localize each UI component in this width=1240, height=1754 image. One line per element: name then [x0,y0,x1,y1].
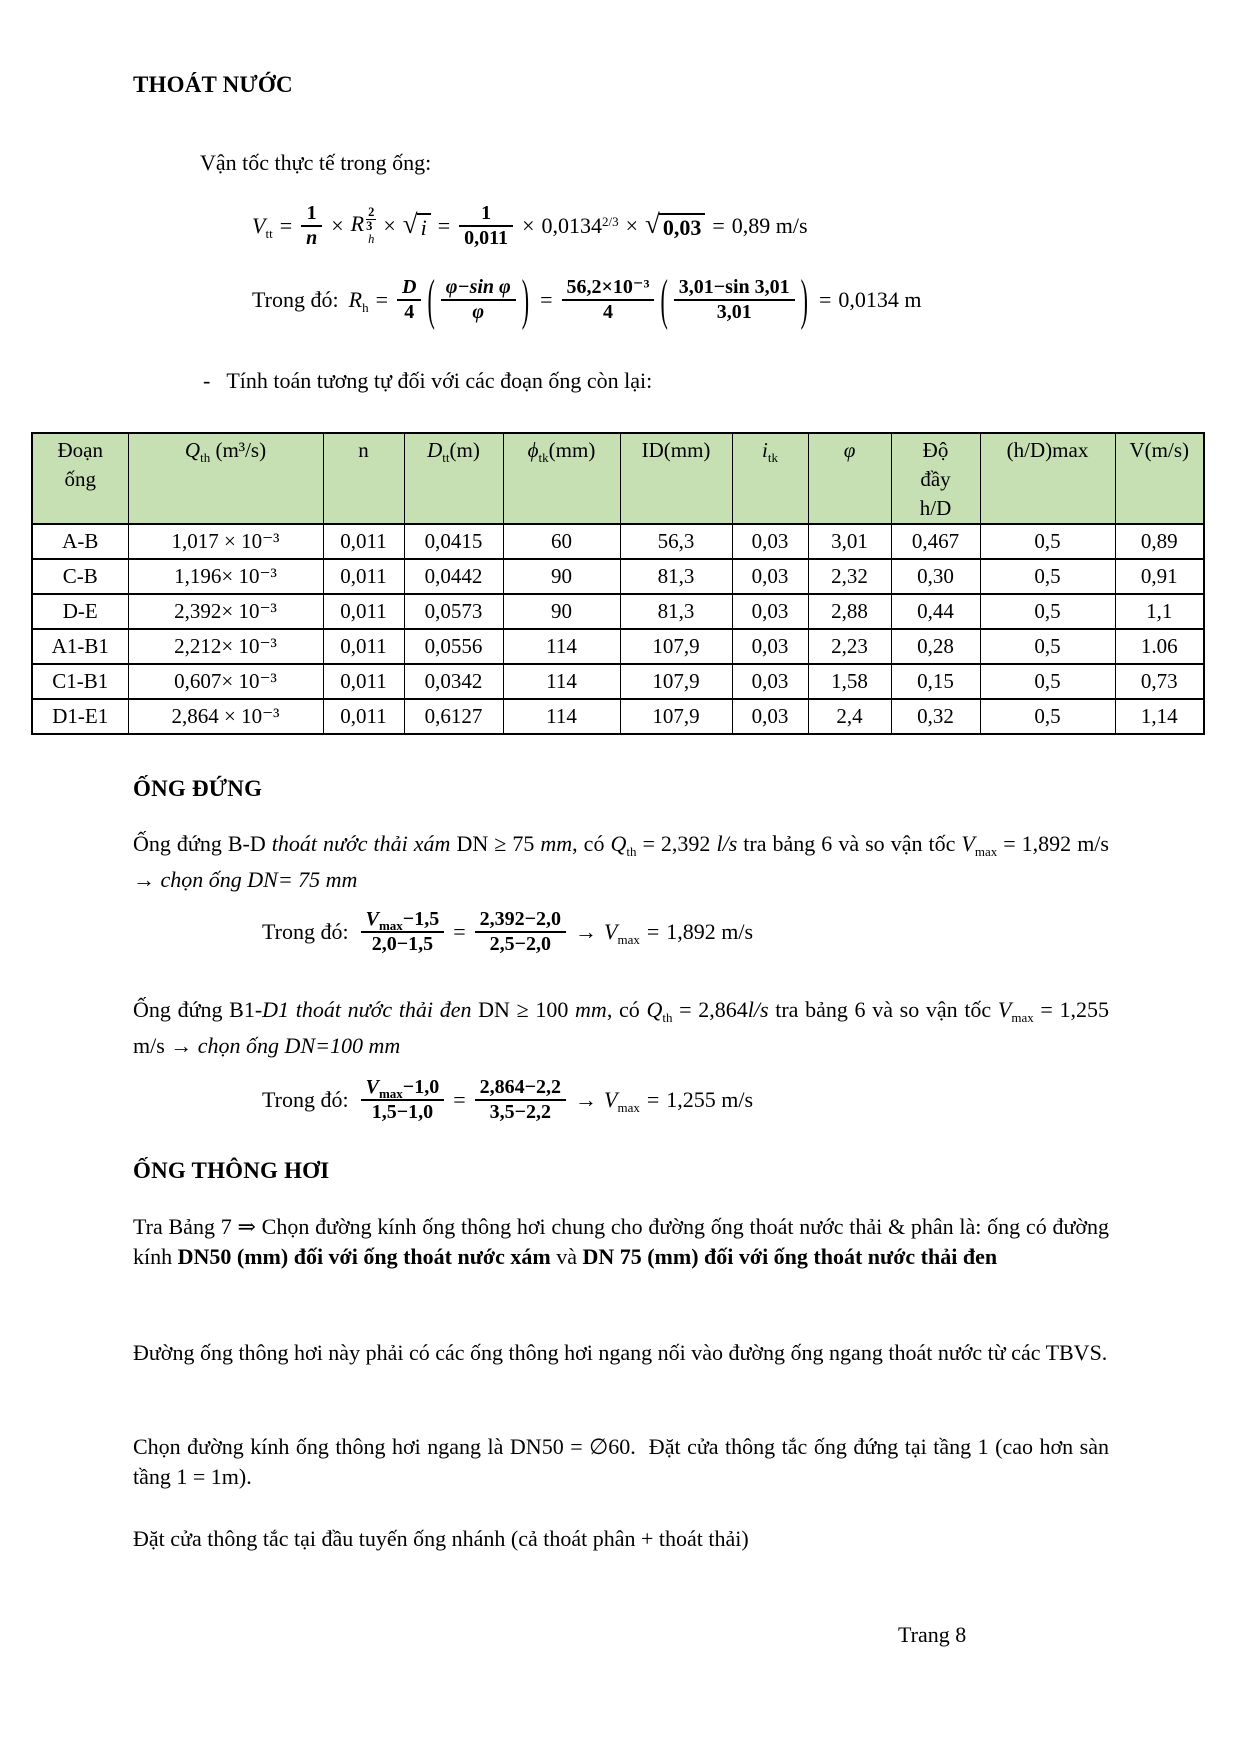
table-cell: 107,9 [620,664,732,699]
table-cell: 1,14 [1115,699,1204,734]
table-row [32,594,1204,629]
right-paren: ) [800,266,808,331]
table-cell: 90 [503,559,620,594]
table-cell: 0,28 [891,629,980,664]
fraction-vmax: $\frac{V_{max}-1,0}{1,5-1,0}$ [361,1076,445,1124]
table-cell: A1-B1 [32,629,128,664]
table-row [32,524,1204,559]
bullet-item: - Tính toán tương tự đối với các đoạn ống còn lại: [203,368,653,393]
bullet-dash: - [203,368,211,393]
table-header-row [32,433,1204,524]
table-cell: 81,3 [620,559,732,594]
left-paren: ( [660,266,668,331]
formula-velocity: $V_{tt}$ = $\frac{1}{n}$ × R 2 3 h × √ i = $\frac{1}{0,011}$ × $0,0134^{2/3}$ × √ 0,03 = 0,89 m/s [252,202,808,249]
formula-result: 0,0134 m [838,287,922,312]
column-header-n: n [323,433,404,524]
table-cell: 0,03 [732,699,808,734]
column-header-do-day: Độ đầy h/D [891,433,980,524]
formula-result: 1,892 m/s [666,919,754,944]
fraction-vmax: $\frac{V_{max}-1,5}{2,0-1,5}$ [361,908,445,956]
table-cell: 0,73 [1115,664,1204,699]
formula-result: 0,89 m/s [731,213,808,238]
table-cell: 0,03 [732,629,808,664]
table-cell: C-B [32,559,128,594]
table-cell: 107,9 [620,699,732,734]
column-header-phi: φ [808,433,891,524]
fraction-1-over-n: $\frac{1}{n}$ [301,202,322,250]
table-cell: 0,5 [980,594,1115,629]
table-cell: 0,03 [732,594,808,629]
table-cell: 0,03 [732,664,808,699]
sqrt-i: √ i [403,211,431,241]
table-cell: 0,011 [323,594,404,629]
var-vtt: $V_{tt}$ [252,213,273,241]
table-cell: 0,6127 [404,699,503,734]
var-vmax: $V_{max}$ [604,1087,640,1115]
table-cell: 0,5 [980,664,1115,699]
table-cell: 1,58 [808,664,891,699]
fraction-d-over-4: $\frac{D}{4}$ [397,276,421,324]
column-header-doan-ong: Đoạn ống [32,433,128,524]
table-cell: 60 [503,524,620,559]
table-cell: 2,212× 10⁻³ [128,629,323,664]
table-cell: 2,864 × 10⁻³ [128,699,323,734]
paragraph-riser-gray: Ống đứng B-D thoát nước thải xám DN ≥ 75 mm, có $Q_{th} = 2,392$ l/s tra bảng 6 và so vận tốc $V_{max} = 1,892$ m/s → chọn ống DN= 75 mm [133,831,1109,892]
page-title: THOÁT NƯỚC [133,72,293,97]
page-number: Trang 8 [898,1622,967,1647]
power-term: $0,0134^{2/3}$ [541,213,619,238]
formula-result: 1,255 m/s [666,1087,754,1112]
table-cell: 90 [503,594,620,629]
table-row [32,559,1204,594]
table-cell: D1-E1 [32,699,128,734]
fraction-values: $\frac{2,392-2,0}{2,5-2,0}$ [475,908,566,956]
table-cell: 1,196× 10⁻³ [128,559,323,594]
fraction-values: $\frac{2,864-2,2}{3,5-2,2}$ [475,1076,566,1124]
table-cell: 0,0415 [404,524,503,559]
table-cell: 0,44 [891,594,980,629]
table-cell: 0,607× 10⁻³ [128,664,323,699]
paragraph-vent-dn50: Chọn đường kính ống thông hơi ngang là DN50 = ∅60. Đặt cửa thông tắc ống đứng tại tầng 1 (cao hơn sàn tầng 1 = 1m). [133,1434,1109,1489]
table-cell: 0,03 [732,524,808,559]
table-cell: 0,011 [323,664,404,699]
table-cell: 0,011 [323,524,404,559]
table-cell: 0,5 [980,699,1115,734]
section-heading-ong-dung: ỐNG ĐỨNG [133,776,263,801]
var-rh: $R_h$ [348,287,369,315]
table-cell: 0,5 [980,559,1115,594]
table-cell: 1,017 × 10⁻³ [128,524,323,559]
column-header-id: ID(mm) [620,433,732,524]
column-header-phi-tk: $\phi_{tk}(mm)$ [503,433,620,524]
table-cell: 56,3 [620,524,732,559]
table-row [32,664,1204,699]
table-cell: 2,4 [808,699,891,734]
table-cell: 114 [503,629,620,664]
table-cell: 0,32 [891,699,980,734]
paragraph-vent-sizing: Tra Bảng 7 ⇒ Chọn đường kính ống thông hơi chung cho đường ống thoát nước thải & phân là: ống có đường kính DN50 (mm) đối với ống thoát nước xám và DN 75 (mm) đối với ống thoát nước thải đen [133,1214,1109,1269]
column-header-hd-max: (h/D)max [980,433,1115,524]
table-cell: D-E [32,594,128,629]
table-cell: 0,011 [323,699,404,734]
table-cell: 0,0442 [404,559,503,594]
column-header-itk: $i_{tk}$ [732,433,808,524]
table-cell: 1,1 [1115,594,1204,629]
table-cell: 0,0556 [404,629,503,664]
fraction-phi: $\frac{\text{φ−sin φ}}{\varphi}$ [441,276,516,324]
intro-lead: Vận tốc thực tế trong ống: [200,150,432,175]
table-cell: 2,32 [808,559,891,594]
table-cell: 81,3 [620,594,732,629]
table-cell: 107,9 [620,629,732,664]
table-cell: A-B [32,524,128,559]
table-cell: 0,0573 [404,594,503,629]
table-cell: 114 [503,664,620,699]
left-paren: ( [427,266,435,331]
formula-vmax-black: Trong đó: $\frac{V_{max}-1,0}{1,5-1,0}$ = $\frac{2,864-2,2}{3,5-2,2}$ → $V_{max}$ = 1,255 m/s [262,1076,754,1123]
fraction-562e-3: $\frac{\text{56,2×10⁻³}}{4}$ [562,276,655,324]
sqrt-003: √ 0,03 [645,211,705,241]
table-cell: 0,5 [980,629,1115,664]
fraction-1-over-0011: $\frac{1}{0,011}$ [459,202,513,250]
table-cell: 0,03 [732,559,808,594]
table-cell: 0,467 [891,524,980,559]
paragraph-vent-horizontal: Đường ống thông hơi này phải có các ống thông hơi ngang nối vào đường ống ngang thoát nước từ các TBVS. [133,1340,1108,1365]
table-row [32,629,1204,664]
table-cell: 114 [503,699,620,734]
right-paren: ) [521,266,530,331]
fraction-301: $\frac{3,01-\sin 3,01}{3,01}$ [674,276,795,324]
table-cell: 0,011 [323,559,404,594]
table-cell: 0,91 [1115,559,1204,594]
table-cell: C1-B1 [32,664,128,699]
column-header-qth: $Q_{th}$ (m³/s) [128,433,323,524]
column-header-dtt: $D_{tt}(m)$ [404,433,503,524]
table-cell: 0,89 [1115,524,1204,559]
formula-vmax-gray: Trong đó: $\frac{V_{max}-1,5}{2,0-1,5}$ = $\frac{2,392-2,0}{2,5-2,0}$ → $V_{max}$ = 1,892 m/s [262,908,754,955]
table-cell: 0,0342 [404,664,503,699]
drainage-table [31,432,1205,735]
var-rh-exponent: R 2 3 h [350,204,375,247]
table-cell: 3,01 [808,524,891,559]
table-cell: 0,15 [891,664,980,699]
table-cell: 2,23 [808,629,891,664]
table-cell: 1.06 [1115,629,1204,664]
table-cell: 0,5 [980,524,1115,559]
formula-hydraulic-radius: Trong đó: $R_h$ = $\frac{D}{4}$ ( $\frac{\text{φ−sin φ}}{\varphi}$ ) = $\frac{\text{56,2×10⁻³}}{4}$ ( $\frac{3,01-\sin 3,01}{3,01}$ ) = 0,0134 m [252,276,922,324]
table-cell: 0,011 [323,629,404,664]
table-row [32,699,1204,734]
column-header-v: V(m/s) [1115,433,1204,524]
table-cell: 2,392× 10⁻³ [128,594,323,629]
table-cell: 0,30 [891,559,980,594]
table-cell: 2,88 [808,594,891,629]
paragraph-cleanout: Đặt cửa thông tắc tại đầu tuyến ống nhánh (cả thoát phân + thoát thải) [133,1526,749,1551]
paragraph-riser-black: Ống đứng B1-D1 thoát nước thải đen DN ≥ 100 mm, có $Q_{th} = 2,864l/s$ tra bảng 6 và so vận tốc $V_{max} = 1,255$ m/s → chọn ống DN=100 mm [133,997,1109,1058]
section-heading-ong-thong-hoi: ỐNG THÔNG HƠI [133,1158,330,1183]
var-vmax: $V_{max}$ [604,919,640,947]
